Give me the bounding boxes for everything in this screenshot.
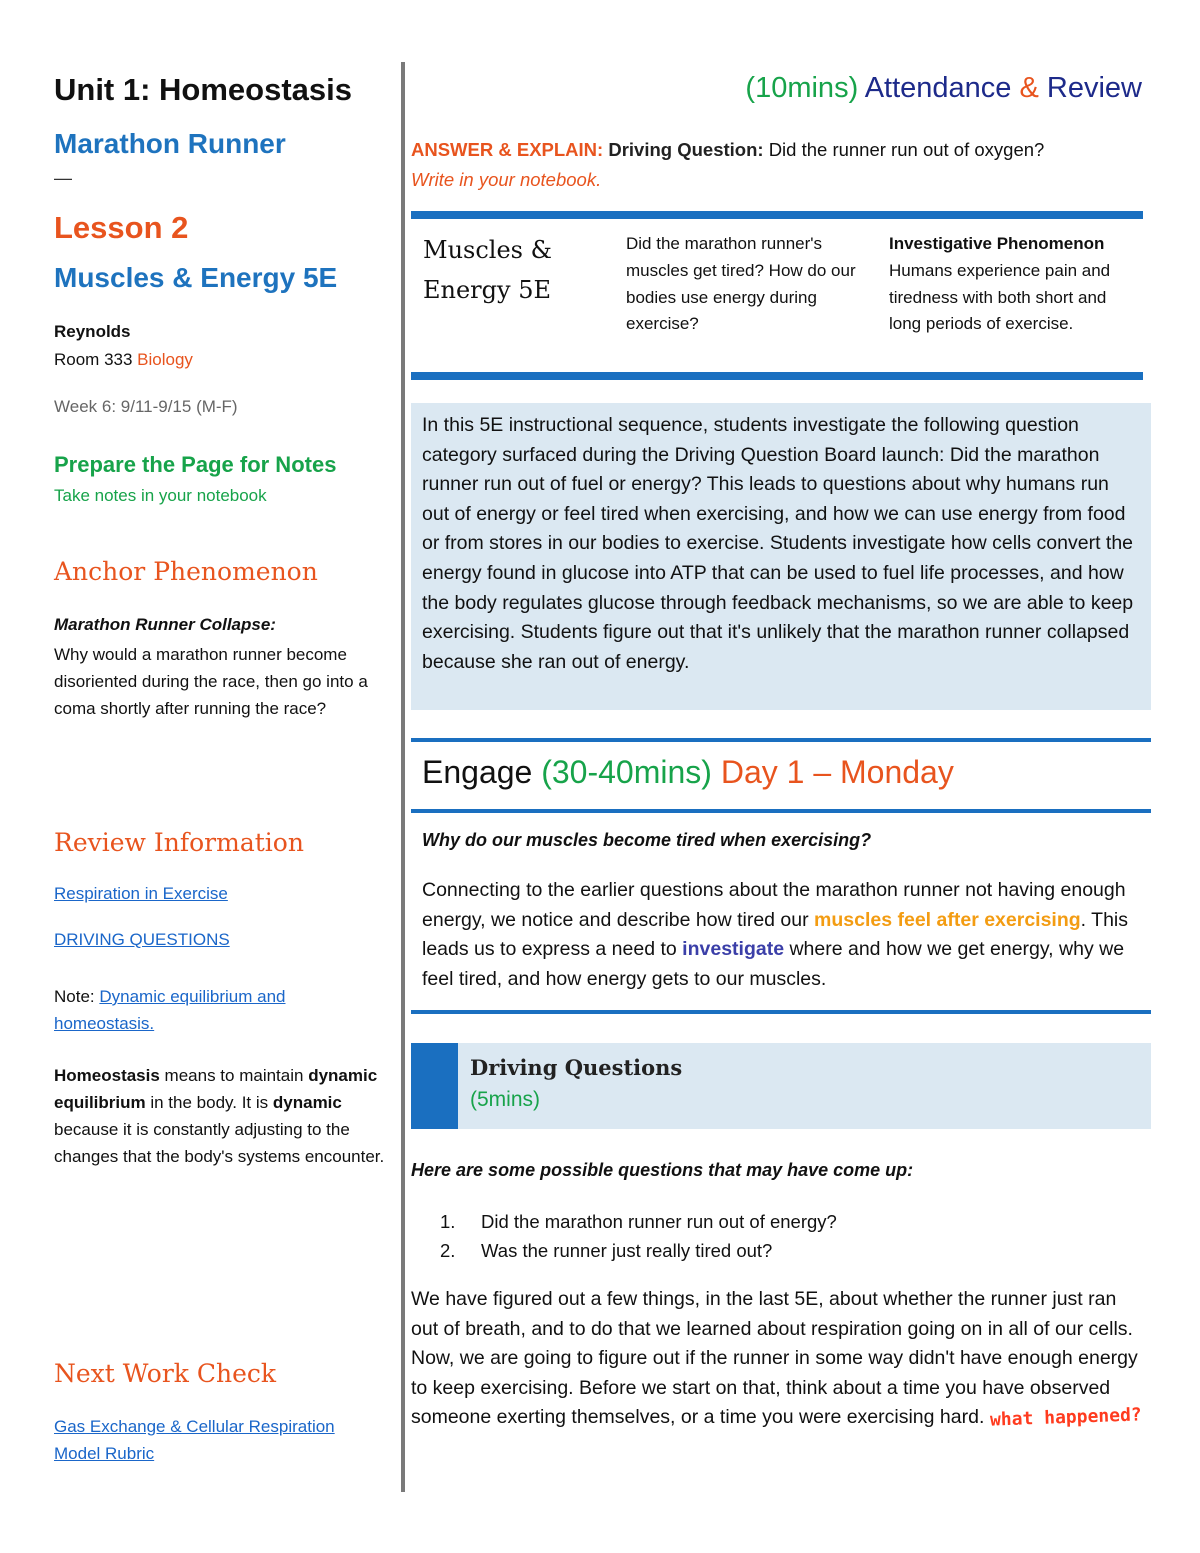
- summary-box: In this 5E instructional sequence, students investigate the following question category surfaced during the Driving Question Board launch: Did the marathon runner run out of fuel or energy? This leads to questions about why humans run out of energy or feel tired when exercising, and how we can use energy from food or from stores in our bodies to exercise. Students investigate how cells convert the energy found in glucose into ATP that can be used to fuel life processes, and how the body regulates glucose through feedback mechanisms, so we are able to keep exercising. Students figure out that it's unlikely that the marathon runner collapsed because she ran out of energy.: [411, 403, 1151, 710]
- teacher-name: Reynolds: [54, 322, 131, 341]
- engage-time: (30-40mins): [541, 754, 712, 790]
- term-dynamic: dynamic: [272, 1093, 342, 1112]
- unit-subtitle: Marathon Runner: [54, 128, 286, 159]
- box-title: Muscles & Energy 5E: [423, 236, 552, 304]
- engage-heading: [422, 754, 954, 791]
- respiration-link[interactable]: Respiration in Exercise: [54, 884, 228, 903]
- box-accent: [411, 1043, 458, 1129]
- term-homeostasis: Homeostasis: [54, 1066, 160, 1085]
- anchor-text: Why would a marathon runner become disoriented during the race, then go into a coma shortly after running the race?: [54, 645, 368, 718]
- connect-text-2: . This leads us to express a need to: [422, 908, 1128, 961]
- list-item: 2. Was the runner just really tired out?: [440, 1239, 773, 1261]
- possible-questions-intro: Here are some possible questions that may have come up:: [411, 1160, 914, 1180]
- dynamic-equilibrium-link[interactable]: Dynamic equilibrium and homeostasis.: [54, 987, 286, 1033]
- connect-text-1: Connecting to the earlier questions about the marathon runner not having enough energy, we notice and describe how tired our: [422, 879, 1126, 931]
- driving-question-text: Did the runner run out of oxygen?: [768, 139, 1045, 160]
- list-item: 1. Did the marathon runner run out of energy?: [440, 1211, 837, 1232]
- next-work-heading: Next Work Check: [54, 1359, 277, 1388]
- engage-paragraph: [422, 876, 1144, 994]
- lesson-number: Lesson 2: [54, 210, 189, 245]
- possible-questions-list: [440, 1208, 837, 1265]
- unit-title: Unit 1: Homeostasis: [54, 72, 353, 107]
- driving-questions-box: [411, 1043, 1151, 1129]
- investigative-label: Investigative Phenomenon: [889, 234, 1105, 253]
- driving-question-label: Driving Question:: [608, 139, 764, 160]
- write-notebook: Write in your notebook.: [411, 169, 602, 190]
- def-text-3: because it is constantly adjusting to the changes that the body's systems encounter.: [54, 1120, 385, 1166]
- prepare-subtext: Take notes in your notebook: [54, 486, 267, 505]
- anchor-title: Marathon Runner Collapse:: [54, 615, 276, 634]
- prepare-heading: Prepare the Page for Notes: [54, 452, 337, 477]
- investigative-text: Humans experience pain and tiredness with both short and long periods of exercise.: [889, 260, 1111, 334]
- lesson-title: Muscles & Energy 5E: [54, 262, 338, 293]
- engage-bottom-rule: [411, 809, 1151, 813]
- homeostasis-definition: [54, 1062, 399, 1170]
- final-paragraph: [411, 1285, 1148, 1433]
- investigative-phenomenon: [889, 231, 1139, 338]
- attendance-amp: &: [1019, 72, 1039, 104]
- engage-question: Why do our muscles become tired when exercising?: [422, 830, 872, 850]
- what-happened-prompt: what happened?: [989, 1404, 1142, 1432]
- def-text-2: in the body. It is: [145, 1093, 273, 1112]
- engage-end-rule: [411, 1010, 1151, 1014]
- column-divider: [401, 62, 405, 1492]
- connect-highlight-investigate: investigate: [682, 938, 785, 961]
- anchor-heading: Anchor Phenomenon: [54, 557, 318, 586]
- driving-questions-link[interactable]: DRIVING QUESTIONS: [54, 930, 230, 949]
- dq-box-time: (5mins): [470, 1088, 541, 1111]
- top-rule: [411, 211, 1143, 219]
- rubric-link[interactable]: Gas Exchange & Cellular Respiration Model Rubric: [54, 1417, 335, 1463]
- final-paragraph-text: We have figured out a few things, in the last 5E, about whether the runner just ran out of breath, and to do that we learned about respiration going on in all of our cells. Now, we are going to figure out if the runner in some way didn't have enough energy to keep exercising. Before we start on that, think about a time you have observed someone exerting themselves, or a time you were exercising hard.: [411, 1288, 1138, 1429]
- attendance-label: Attendance: [864, 72, 1012, 104]
- answer-label: ANSWER & EXPLAIN:: [411, 139, 604, 160]
- box-bottom-rule: [411, 372, 1143, 380]
- attendance-time: (10mins): [745, 72, 859, 104]
- answer-line: [411, 135, 1151, 165]
- connect-highlight-muscles: muscles feel after exercising: [814, 908, 1081, 931]
- room-subject: Biology: [137, 350, 193, 369]
- question-2: Was the runner just really tired out?: [481, 1239, 773, 1261]
- term-dynamic-equilibrium: dynamic equilibrium: [54, 1066, 378, 1112]
- note-label: Note:: [54, 987, 100, 1006]
- room-number: Room 333: [54, 350, 133, 369]
- engage-day: Day 1 – Monday: [720, 754, 954, 790]
- attendance-heading: [745, 72, 1142, 105]
- question-1: Did the marathon runner run out of energy?: [481, 1211, 837, 1232]
- dq-box-title: Driving Questions: [470, 1055, 683, 1080]
- engage-label: Engage: [422, 754, 533, 790]
- engage-top-rule: [411, 738, 1151, 742]
- def-text-1: means to maintain: [159, 1066, 309, 1085]
- review-label: Review: [1046, 72, 1142, 104]
- connect-text-3: where and how we get energy, why we feel tired, and how energy gets to our muscles.: [422, 938, 1125, 990]
- review-heading: Review Information: [54, 828, 304, 857]
- box-question: Did the marathon runner's muscles get tired? How do our bodies use energy during exercise?: [626, 234, 856, 334]
- answer-explain: [411, 135, 1151, 195]
- week-dates: Week 6: 9/11-9/15 (M-F): [54, 397, 238, 416]
- note-line: [54, 983, 344, 1037]
- room-info: [54, 350, 193, 370]
- title-dash: —: [54, 168, 72, 188]
